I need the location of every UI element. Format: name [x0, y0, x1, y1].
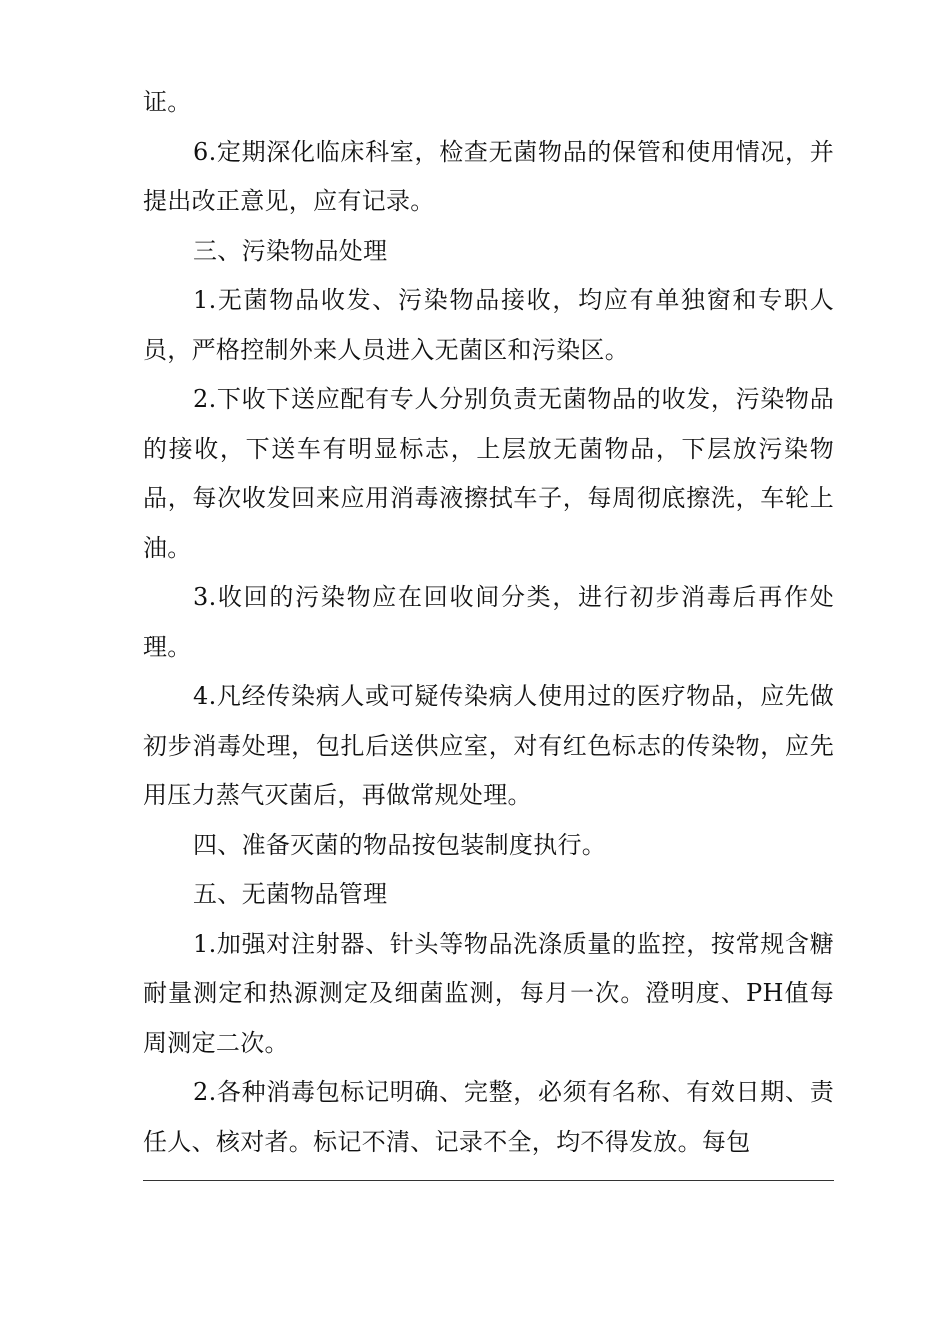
- section-heading-3: 三、污染物品处理: [193, 236, 388, 265]
- section-heading-5: 五、无菌物品管理: [193, 880, 388, 908]
- footer-divider: [143, 1180, 834, 1181]
- paragraph-item-1: 1.无菌物品收发、污染物品接收，均应有单独窗和专职人员，严格控制外来人员进入无菌区和污染区。: [143, 286, 834, 364]
- document-page: [143, 0, 834, 1167]
- paragraph-item-2: 2.下收下送应配有专人分别负责无菌物品的收发，污染物品的接收，下送车有明显标志，上层放无菌物品，下层放污染物品，每次收发回来应用消毒液擦拭车子，每周彻底擦洗，车轮上油。: [143, 385, 834, 562]
- paragraph-continuation: 证。: [143, 88, 192, 116]
- paragraph-item-4: 4.凡经传染病人或可疑传染病人使用过的医疗物品，应先做初步消毒处理，包扎后送供应室，对有红色标志的传染物，应先用压力蒸气灭菌后，再做常规处理。: [143, 682, 834, 809]
- section-heading-4: 四、准备灭菌的物品按包装制度执行。: [193, 830, 607, 859]
- paragraph-item-6: 6.定期深化临床科室，检查无菌物品的保管和使用情况，并提出改正意见，应有记录。: [143, 137, 834, 215]
- paragraph-item-1b: 1.加强对注射器、针头等物品洗涤质量的监控，按常规含糖耐量测定和热源测定及细菌监测，每月一次。澄明度、PH值每周测定二次。: [143, 929, 834, 1057]
- paragraph-item-3: 3.收回的污染物应在回收间分类，进行初步消毒后再作处理。: [143, 583, 834, 661]
- paragraph-item-2b: 2.各种消毒包标记明确、完整，必须有名称、有效日期、责任人、核对者。标记不清、记录不全，均不得发放。每包: [143, 1078, 834, 1156]
